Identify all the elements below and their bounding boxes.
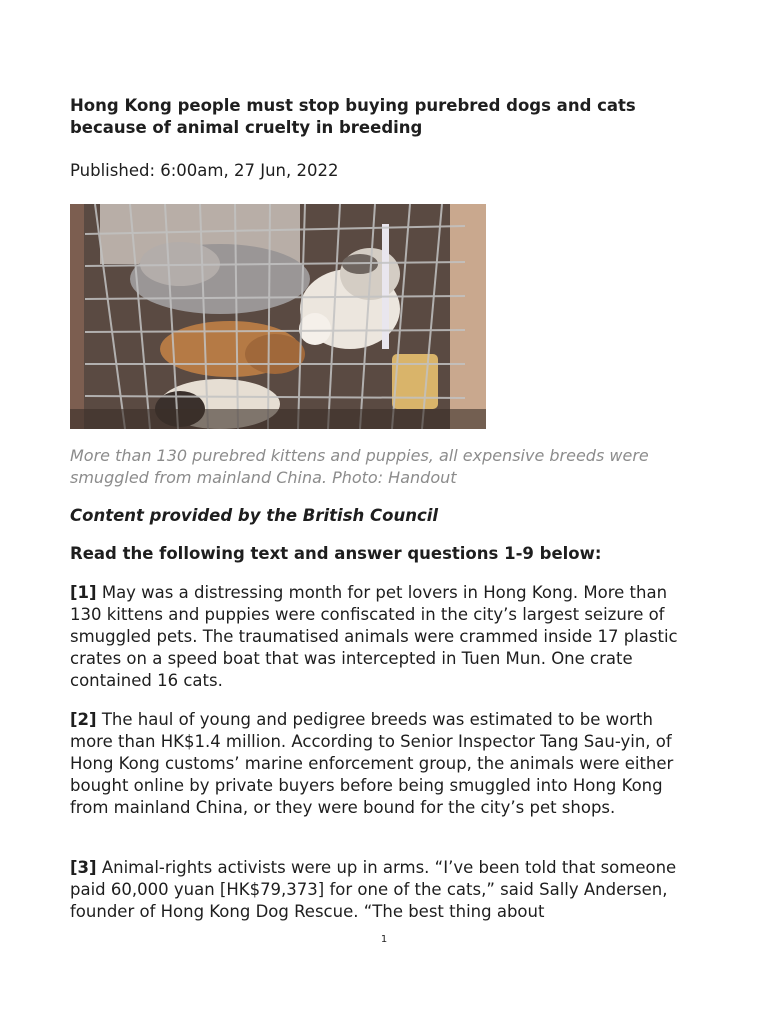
paragraph-text: May was a distressing month for pet lovers in Hong Kong. More than 130 kittens and puppies were confiscated in the city’s largest seizure of smuggled pets. The traumatised animals were crammed inside 17 plastic crates on a speed boat that was intercepted in Tuen Mun. One crate contained 16 cats.	[70, 583, 678, 690]
paragraph-2	[70, 709, 700, 819]
photo-caption: More than 130 purebred kittens and puppies, all expensive breeds were smuggled from mainland China. Photo: Handout	[70, 446, 649, 487]
paragraph-number: [3]	[70, 858, 97, 877]
paragraph-text: Animal-rights activists were up in arms. “I’ve been told that someone paid 60,000 yuan [HK$79,373] for one of the cats,” said Sally Andersen, founder of Hong Kong Dog Rescue. “The best thing about	[70, 858, 677, 921]
paragraph-number: [1]	[70, 583, 97, 602]
article-photo	[70, 204, 486, 429]
paragraph-1	[70, 582, 700, 692]
published-date: Published: 6:00am, 27 Jun, 2022	[70, 161, 339, 180]
article-title: Hong Kong people must stop buying purebred dogs and cats because of animal cruelty in breeding	[70, 96, 636, 137]
content-credit: Content provided by the British Council	[70, 506, 439, 525]
paragraph-3	[70, 857, 700, 923]
page-number: 1	[380, 934, 388, 945]
paragraph-number: [2]	[70, 710, 97, 729]
reading-instruction: Read the following text and answer questions 1-9 below:	[70, 544, 602, 563]
paragraph-text: The haul of young and pedigree breeds was estimated to be worth more than HK$1.4 million. According to Senior Inspector Tang Sau-yin, of Hong Kong customs’ marine enforcement group, the animals were either bought online by private buyers before being smuggled into Hong Kong from mainland China, or they were bound for the city’s pet shops.	[70, 710, 674, 817]
